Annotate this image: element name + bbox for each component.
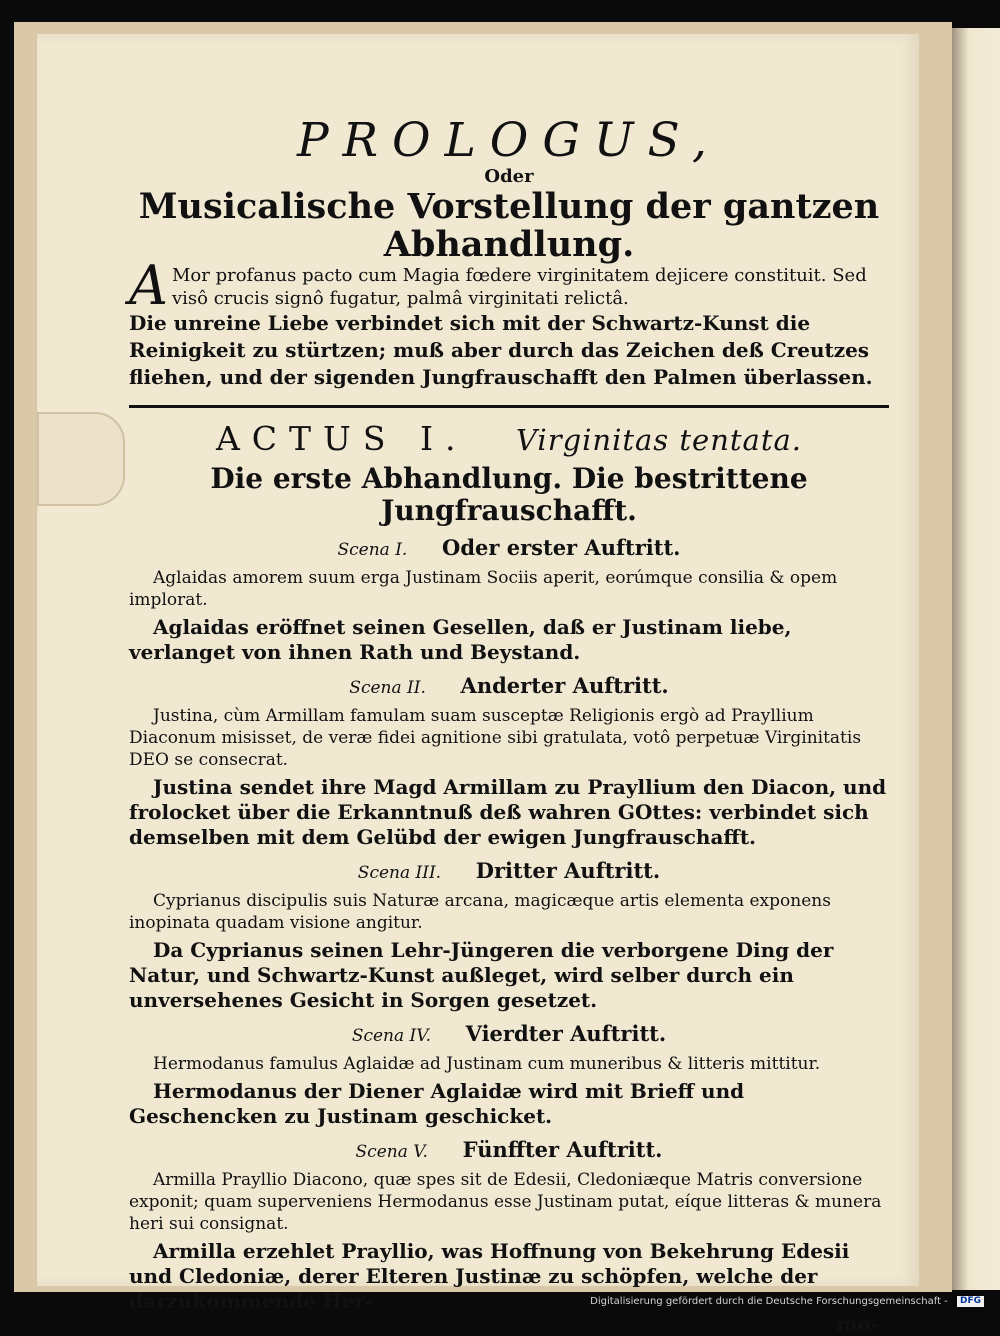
scene-latin-label: Scena III. [357, 863, 442, 883]
funding-text: Digitalisierung gefördert durch die Deutsche Forschungsgemeinschaft - [590, 1296, 948, 1307]
scene-heading [129, 858, 889, 886]
prologue-header [129, 113, 889, 265]
act-title [129, 420, 889, 459]
act-header [129, 420, 889, 527]
scene-latin-text: Cyprianus discipulis suis Naturæ arcana, magicæque artis elementa exponens inopinata quadam visione angitur. [129, 891, 831, 933]
scene-3 [129, 858, 889, 1013]
scene-german-text: Aglaidas eröffnet seinen Gesellen, daß er Justinam liebe, verlanget von ihnen Rath und Beystand. [129, 615, 792, 664]
scene-heading [129, 1021, 889, 1049]
scene-heading [129, 1137, 889, 1165]
next-page-edge [952, 28, 1000, 1290]
scene-german-text: Da Cyprianus seinen Lehr-Jüngeren die verborgene Ding der Natur, und Schwartz-Kunst außleget, wird selber durch ein unversehenes Gesicht in Sorgen gesetzet. [129, 938, 834, 1012]
prologue-title: PROLOGUS, [297, 113, 721, 168]
funding-footer [584, 1294, 998, 1309]
catchword: mo- [836, 1312, 879, 1336]
act-latin-label: ACTUS I. [215, 419, 468, 458]
prologue-description: Musicalische Vorstellung der gantzen Abhandlung. [138, 186, 880, 265]
intro-latin [129, 254, 889, 317]
scene-german-label: Fünffter Auftritt. [462, 1137, 663, 1162]
scene-german-label: Oder erster Auftritt. [442, 535, 681, 560]
scene-latin-label: Scena V. [355, 1142, 428, 1162]
scene-heading [129, 535, 889, 563]
scene-latin-text: Aglaidas amorem suum erga Justinam Sociis aperit, eorúmque consilia & opem implorat. [129, 568, 838, 610]
intro-german: Die unreine Liebe verbindet sich mit der Schwartz-Kunst die Reinigkeit zu stürtzen; muß aber durch das Zeichen deß Creutzes fliehen, und der sigenden Jungfrauschafft den Palmen überlassen. [129, 311, 873, 389]
scene-german-text: Hermodanus der Diener Aglaidæ wird mit Brieff und Geschencken zu Justinam geschicket. [129, 1079, 745, 1128]
scene-latin-text: Armilla Prayllio Diacono, quæ spes sit de Edesii, Cledoniæque Matris conversione exponit; quam superveniens Hermodanus esse Justinam putat, eíque litteras & munera heri sui consignat. [129, 1170, 882, 1234]
scene-1 [129, 535, 889, 665]
scene-heading [129, 673, 889, 701]
scene-german-label: Vierdter Auftritt. [465, 1021, 667, 1046]
scene-german-text: Armilla erzehlet Prayllio, was Hoffnung von Bekehrung Edesii und Cledoniæ, derer Elteren Justinæ zu schöpfen, welche der darzukommende Her- [129, 1239, 850, 1313]
scene-latin-label: Scena I. [337, 540, 408, 560]
act-german-title: Die erste Abhandlung. Die bestrittene Jungfrauschafft. [210, 462, 808, 527]
scene-4 [129, 1021, 889, 1129]
dfg-logo: DFG [957, 1296, 984, 1307]
act-latin-title: Virginitas tentata. [516, 423, 803, 457]
scene-5 [129, 1137, 889, 1336]
scene-german-label: Dritter Auftritt. [475, 858, 661, 883]
page-content [129, 113, 889, 1336]
intro-section [129, 254, 889, 391]
scene-latin-label: Scena II. [349, 678, 426, 698]
scene-german-label: Anderter Auftritt. [460, 673, 669, 698]
intro-latin-text: Mor profanus pacto cum Magia fœdere virginitatem dejicere constituit. Sed visô crucis signô fugatur, palmâ virginitati relictâ. [172, 265, 867, 309]
prologue-subtitle: Oder [484, 166, 534, 187]
scene-latin-text: Hermodanus famulus Aglaidæ ad Justinam cum muneribus & litteris mittitur. [153, 1054, 821, 1074]
drop-cap: A [129, 254, 168, 317]
scene-2 [129, 673, 889, 850]
scene-latin-label: Scena IV. [351, 1026, 431, 1046]
page-clip [37, 412, 125, 506]
scene-german-text: Justina sendet ihre Magd Armillam zu Prayllium den Diacon, und frolocket über die Erkanntnuß deß wahren GOttes: verbindet sich demselben mit dem Gelübd der ewigen Jungfrauschafft. [129, 775, 887, 849]
section-divider [129, 405, 889, 408]
scene-latin-text: Justina, cùm Armillam famulam suam susceptæ Religionis ergò ad Prayllium Diaconum misisset, de veræ fidei agnitione sibi gratulata, votô perpetuæ Virginitatis DEO se consecrat. [129, 706, 862, 770]
